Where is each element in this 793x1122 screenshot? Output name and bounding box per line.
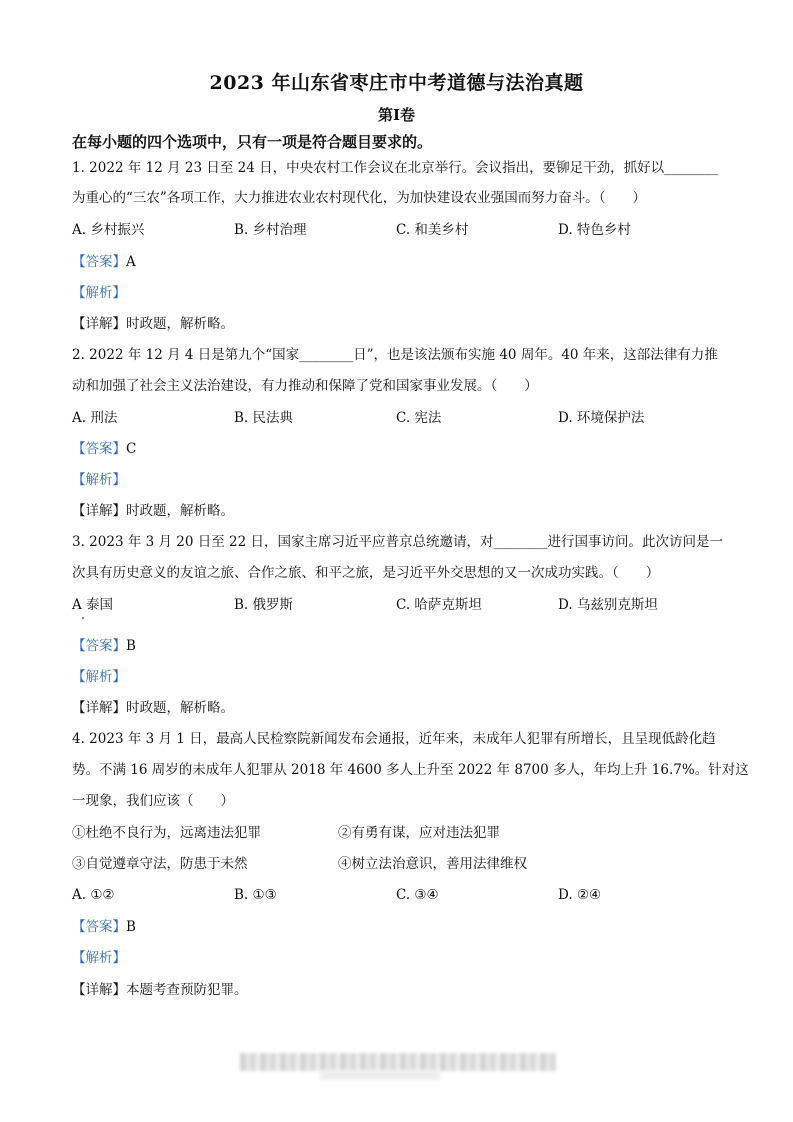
question-4-line-2: 势。不满 16 周岁的未成年人犯罪从 2018 年 4600 多人上升至 2022 年 8700 多人，年均上升 16.7%。针对这 <box>72 762 749 778</box>
blurred-footer-watermark <box>240 1053 556 1071</box>
question-3-analysis <box>72 667 722 687</box>
answer-value: C <box>126 441 137 457</box>
option-c: C. 和美乡村 <box>396 222 469 238</box>
detail-label: 【详解】 <box>72 982 126 998</box>
answer-label: 【答案】 <box>72 638 126 654</box>
option-b: B. 乡村治理 <box>234 222 307 238</box>
option-a: A 泰国 <box>72 597 114 613</box>
question-2-detail <box>72 501 722 521</box>
question-1-detail <box>72 314 722 334</box>
answer-value: A <box>126 254 136 270</box>
question-2-answer <box>72 439 722 459</box>
question-2-line-1: 2. 2022 年 12 月 4 日是第九个“国家________日”，也是该法颁布实施 40 周年。40 年来，这部法律有力推 <box>72 347 718 363</box>
question-1-line-1: 1. 2022 年 12 月 23 日至 24 日，中央农村工作会议在北京举行。会议指出，要铆足干劲，抓好以________ <box>72 160 719 176</box>
section-heading: 第Ⅰ卷 <box>377 106 416 124</box>
question-3-answer <box>72 636 722 656</box>
option-b: B. ①③ <box>234 887 277 903</box>
question-3-detail <box>72 698 722 718</box>
detail-text: 时政题，解析略。 <box>126 700 234 716</box>
answer-label: 【答案】 <box>72 254 126 270</box>
option-d: D. ②④ <box>558 887 602 903</box>
statement-4: ④树立法治意识，善用法律维权 <box>338 856 527 872</box>
statement-1: ①杜绝不良行为，远离违法犯罪 <box>72 825 261 841</box>
option-a: A. 乡村振兴 <box>72 222 145 238</box>
detail-text: 时政题，解析略。 <box>126 316 234 332</box>
page-title: 2023 年山东省枣庄市中考道德与法治真题 <box>209 72 584 94</box>
option-d: D. 乌兹别克斯坦 <box>558 597 658 613</box>
blurred-footer-watermark-2 <box>320 1070 440 1080</box>
question-2-analysis <box>72 470 722 490</box>
statement-2: ②有勇有谋，应对违法犯罪 <box>338 825 500 841</box>
detail-text: 时政题，解析略。 <box>126 503 234 519</box>
option-c: C. 宪法 <box>396 410 442 426</box>
option-b: B. 民法典 <box>234 410 294 426</box>
statement-3: ③自觉遵章守法，防患于未然 <box>72 856 248 872</box>
answer-label: 【答案】 <box>72 919 126 935</box>
analysis-label: 【解析】 <box>72 669 126 685</box>
question-3-line-1: 3. 2023 年 3 月 20 日至 22 日，国家主席习近平应普京总统邀请，对________进行国事访问。此次访问是一 <box>72 534 724 550</box>
question-4-detail <box>72 980 722 1000</box>
detail-label: 【详解】 <box>72 503 126 519</box>
detail-label: 【详解】 <box>72 316 126 332</box>
question-1-line-2: 为重心的“三农”各项工作，大力推进农业农村现代化，为加快建设农业强国而努力奋斗。（ ） <box>72 190 647 206</box>
question-4-line-3: 一现象，我们应该（ ） <box>72 793 234 809</box>
option-a: A. 刑法 <box>72 410 118 426</box>
option-b: B. 俄罗斯 <box>234 597 294 613</box>
detail-label: 【详解】 <box>72 700 126 716</box>
instruction-text: 在每小题的四个选项中，只有一项是符合题目要求的。 <box>72 133 433 151</box>
analysis-label: 【解析】 <box>72 950 126 966</box>
question-1-answer <box>72 252 722 272</box>
question-1-analysis <box>72 283 722 303</box>
question-4-line-1: 4. 2023 年 3 月 1 日，最高人民检察院新闻发布会通报，近年来，未成年人犯罪有所增长，且呈现低龄化趋 <box>72 731 716 747</box>
option-a: A. ①② <box>72 887 115 903</box>
question-4-analysis <box>72 948 722 968</box>
stray-mark <box>82 617 84 619</box>
question-3-line-2: 次具有历史意义的友谊之旅、合作之旅、和平之旅，是习近平外交思想的又一次成功实践。（ ） <box>72 565 660 581</box>
answer-label: 【答案】 <box>72 441 126 457</box>
detail-text: 本题考查预防犯罪。 <box>126 982 248 998</box>
option-d: D. 特色乡村 <box>558 222 631 238</box>
analysis-label: 【解析】 <box>72 285 126 301</box>
answer-value: B <box>126 919 136 935</box>
option-d: D. 环境保护法 <box>558 410 645 426</box>
analysis-label: 【解析】 <box>72 472 126 488</box>
option-c: C. ③④ <box>396 887 439 903</box>
option-c: C. 哈萨克斯坦 <box>396 597 482 613</box>
question-4-answer <box>72 917 722 937</box>
answer-value: B <box>126 638 136 654</box>
question-2-line-2: 动和加强了社会主义法治建设，有力推动和保障了党和国家事业发展。（ ） <box>72 378 538 394</box>
